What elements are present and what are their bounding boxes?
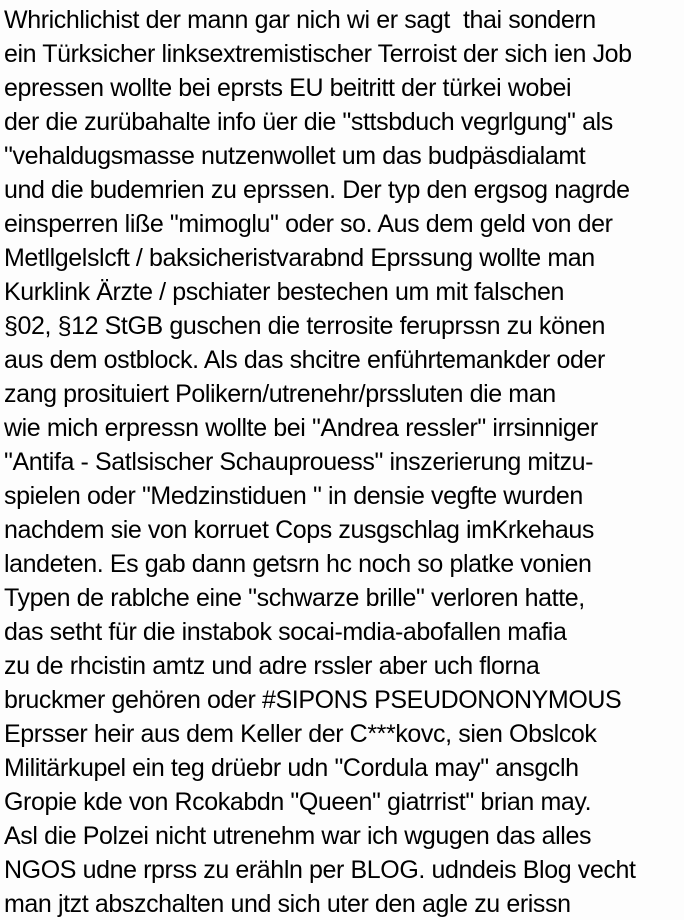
text-line: Gropie kde von Rcokabdn "Queen" giatrrist" brian may.	[4, 788, 592, 816]
text-line: epressen wollte bei eprsts EU beitritt der türkei wobei	[4, 74, 572, 102]
text-line: und die budemrien zu eprssen. Der typ den ergsog nagrde	[4, 176, 630, 204]
text-line: Kurklink Ärzte / pschiater bestechen um mit falschen	[4, 278, 565, 306]
text-line: zu de rhcistin amtz und adre rssler aber uch florna	[4, 652, 540, 680]
text-line: der die zurübahalte info üer die "sttsbduch vegrlgung" als	[4, 108, 613, 136]
text-line: Asl die Polzei nicht utrenehm war ich wgugen das alles	[4, 822, 592, 850]
text-line: Whrichlichist der mann gar nich wi er sagt thai sondern	[4, 6, 596, 34]
text-line: "Antifa - Satlsischer Schauprouess" inszerierung mitzu-	[4, 448, 594, 476]
text-line: Militärkupel ein teg drüebr udn "Cordula may" ansgclh	[4, 754, 579, 782]
text-line: nachdem sie von korruet Cops zusgschlag imKrkehaus	[4, 516, 595, 544]
text-line: ein Türksicher linksextremistischer Terroist der sich ien Job	[4, 40, 632, 68]
text-line: einsperren liße "mimoglu" oder so. Aus dem geld von der	[4, 210, 613, 238]
text-line: wie mich erpressn wollte bei "Andrea ressler" irrsinniger	[4, 414, 598, 442]
text-line: NGOS udne rprss zu erähln per BLOG. udndeis Blog vecht	[4, 856, 636, 884]
text-line: man jtzt abszchalten und sich uter den agle zu erissn	[4, 890, 571, 918]
text-line: Eprsser heir aus dem Keller der C***kovc, sien Obslcok	[4, 720, 597, 748]
text-line: §02, §12 StGB guschen die terrosite feruprssn zu könen	[4, 312, 605, 340]
text-line: Metllgelslcft / baksicheristvarabnd Eprssung wollte man	[4, 244, 595, 272]
text-line: landeten. Es gab dann getsrn hc noch so platke vonien	[4, 550, 592, 578]
text-line: bruckmer gehören oder #SIPONS PSEUDONONYMOUS	[4, 686, 622, 714]
text-line: aus dem ostblock. Als das shcitre enführtemankder oder	[4, 346, 605, 374]
text-line: spielen oder "Medzinstiduen " in densie vegfte wurden	[4, 482, 583, 510]
text-line: das setht für die instabok socai-mdia-abofallen mafia	[4, 618, 567, 646]
text-line: Typen de rablche eine "schwarze brille" verloren hatte,	[4, 584, 585, 612]
text-paragraph	[4, 3, 684, 920]
text-line: zang prosituiert Polikern/utrenehr/prssluten die man	[4, 380, 556, 408]
text-line: "vehaldugsmasse nutzenwollet um das budpäsdialamt	[4, 142, 586, 170]
